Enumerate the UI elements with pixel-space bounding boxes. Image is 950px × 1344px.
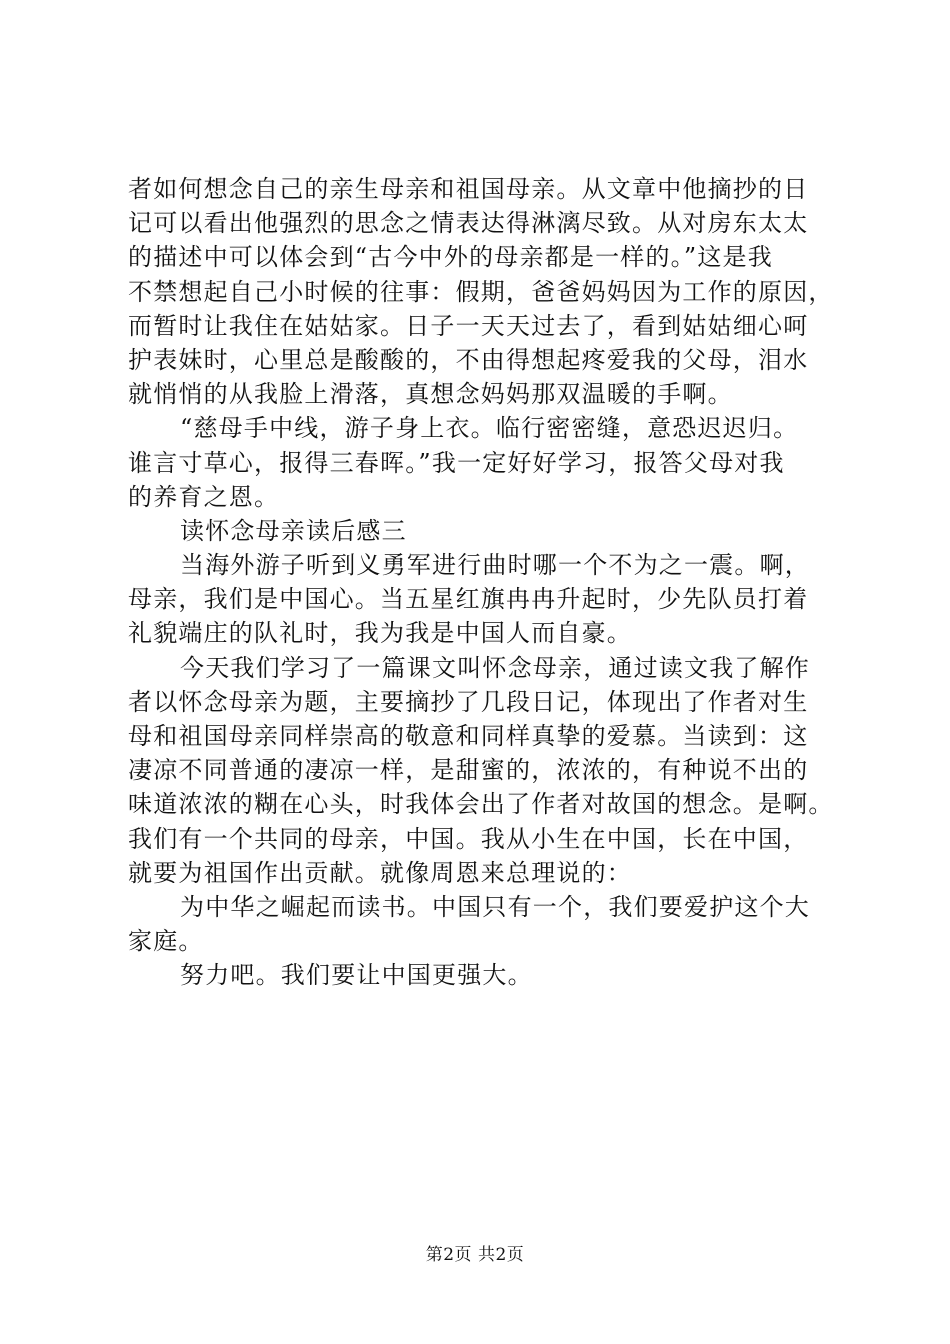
text-line: 母亲，我们是中国心。当五星红旗冉冉升起时，少先队员打着 (128, 585, 809, 614)
text-line: 凄凉不同普通的凄凉一样，是甜蜜的，浓浓的，有种说不出的 (128, 756, 809, 785)
body-text (128, 172, 834, 993)
text-line: 就要为祖国作出贡献。就像周恩来总理说的： (128, 858, 632, 887)
text-line: 者如何想念自己的亲生母亲和祖国母亲。从文章中他摘抄的日 (128, 175, 809, 203)
text-line: 我们有一个共同的母亲，中国。我从小生在中国，长在中国， (128, 824, 809, 853)
text-line: 家庭。 (128, 927, 204, 956)
text-line: 不禁想起自己小时候的往事：假期，爸爸妈妈因为工作的原因， (128, 277, 834, 306)
text-line: 当海外游子听到义勇军进行曲时哪一个不为之一震。啊， (180, 551, 810, 580)
text-line: 为中华之崛起而读书。中国只有一个，我们要爱护这个大 (180, 892, 810, 921)
text-line: 努力吧。我们要让中国更强大。 (180, 961, 533, 990)
text-line: 就悄悄的从我脸上滑落，真想念妈妈那双温暖的手啊。 (128, 380, 733, 409)
text-line: 今天我们学习了一篇课文叫怀念母亲，通过读文我了解作 (180, 653, 810, 682)
text-line: “慈母手中线，游子身上衣。临行密密缝，意恐迟迟归。 (180, 414, 799, 443)
text-line: 记可以看出他强烈的思念之情表达得淋漓尽致。从对房东太太 (128, 209, 809, 238)
text-line: 的养育之恩。 (128, 482, 280, 511)
text-line: 母和祖国母亲同样崇高的敬意和同样真挚的爱慕。当读到：这 (128, 722, 809, 750)
text-line: 而暂时让我住在姑姑家。日子一天天过去了，看到姑姑细心呵 (128, 311, 809, 340)
text-line: 护表妹时，心里总是酸酸的，不由得想起疼爱我的父母，泪水 (128, 345, 809, 374)
page-footer: 第2页 共2页 (425, 1245, 525, 1265)
section-heading: 读怀念母亲读后感三 (180, 516, 407, 545)
text-line: 谁言寸草心，报得三春晖。”我一定好好学习，报答父母对我 (128, 448, 785, 477)
text-line: 的描述中可以体会到“古今中外的母亲都是一样的。”这是我 (128, 243, 773, 272)
text-line: 味道浓浓的糊在心头，时我体会出了作者对故国的想念。是啊。 (128, 790, 834, 819)
text-line: 者以怀念母亲为题，主要摘抄了几段日记，体现出了作者对生 (128, 687, 809, 716)
text-line: 礼貌端庄的队礼时，我为我是中国人而自豪。 (128, 619, 632, 648)
